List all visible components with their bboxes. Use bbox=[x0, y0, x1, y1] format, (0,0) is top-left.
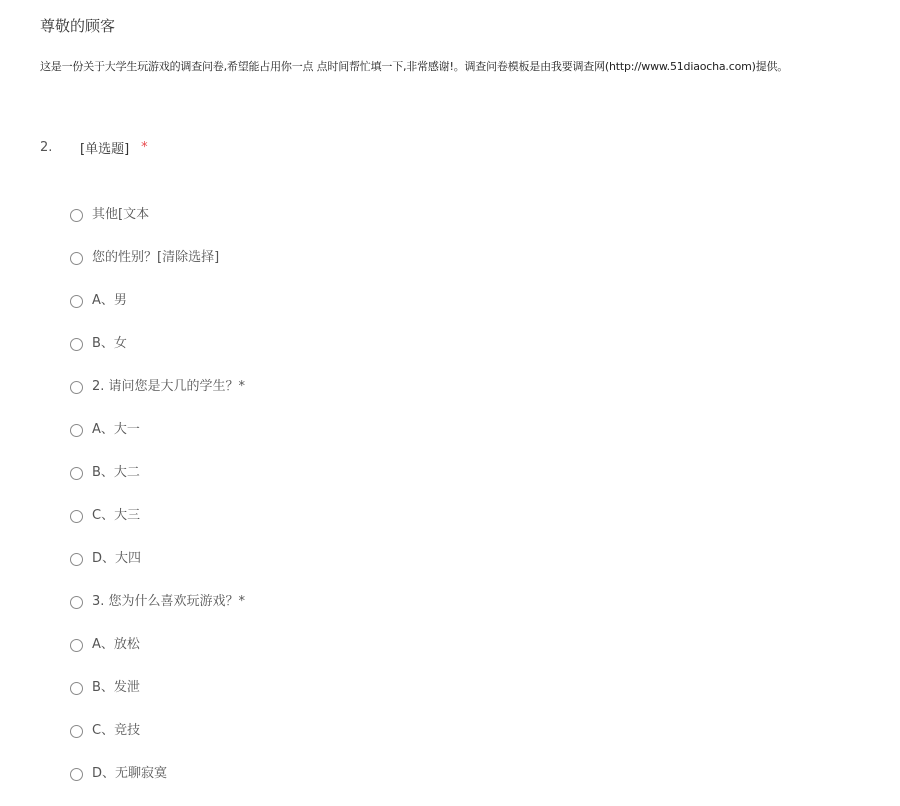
question-type: [单选题] bbox=[80, 141, 130, 157]
radio-option[interactable] bbox=[70, 376, 245, 419]
radio-option-label: 3. 您为什么喜欢玩游戏？* bbox=[92, 594, 246, 609]
radio-option-label: B、发泄 bbox=[92, 680, 140, 695]
page-title: 尊敬的顾客 bbox=[40, 17, 116, 35]
radio-option-label: B、大二 bbox=[92, 465, 140, 480]
radio-option-label: C、竞技 bbox=[92, 723, 141, 738]
radio-option-label: B、女 bbox=[92, 336, 127, 351]
radio-option-label: A、大一 bbox=[92, 422, 140, 437]
question-header bbox=[40, 137, 148, 157]
radio-option[interactable] bbox=[70, 720, 245, 763]
radio-circle-icon[interactable] bbox=[70, 596, 83, 609]
radio-option-label: C、大三 bbox=[92, 508, 141, 523]
radio-option[interactable] bbox=[70, 591, 245, 634]
radio-option[interactable] bbox=[70, 290, 245, 333]
radio-circle-icon[interactable] bbox=[70, 553, 83, 566]
radio-option-label: A、男 bbox=[92, 293, 127, 308]
radio-option-label: 2. 请问您是大几的学生？* bbox=[92, 379, 246, 394]
radio-circle-icon[interactable] bbox=[70, 467, 83, 480]
radio-option[interactable] bbox=[70, 677, 245, 720]
radio-option[interactable] bbox=[70, 333, 245, 376]
radio-option[interactable] bbox=[70, 419, 245, 462]
survey-intro: 这是一份关于大学生玩游戏的调查问卷,希望能占用你一点 点时间帮忙填一下,非常感谢!。调查问卷模板是由我要调查网(http://www.51diaocha.com)提供。 bbox=[40, 60, 789, 73]
radio-option[interactable] bbox=[70, 548, 245, 591]
radio-circle-icon[interactable] bbox=[70, 252, 83, 265]
radio-option[interactable] bbox=[70, 462, 245, 505]
radio-circle-icon[interactable] bbox=[70, 209, 83, 222]
radio-circle-icon[interactable] bbox=[70, 424, 83, 437]
radio-option-label: D、大四 bbox=[92, 551, 142, 566]
required-mark: * bbox=[141, 139, 148, 155]
radio-option[interactable] bbox=[70, 505, 245, 548]
radio-circle-icon[interactable] bbox=[70, 768, 83, 781]
radio-option[interactable] bbox=[70, 634, 245, 677]
radio-option-label: D、无聊寂寞 bbox=[92, 766, 168, 781]
radio-circle-icon[interactable] bbox=[70, 639, 83, 652]
radio-circle-icon[interactable] bbox=[70, 295, 83, 308]
radio-circle-icon[interactable] bbox=[70, 338, 83, 351]
radio-circle-icon[interactable] bbox=[70, 725, 83, 738]
radio-option-label: 其他[文本 bbox=[92, 207, 150, 222]
radio-circle-icon[interactable] bbox=[70, 381, 83, 394]
radio-option-label: A、放松 bbox=[92, 637, 140, 652]
radio-option[interactable] bbox=[70, 204, 245, 247]
question-number: 2. bbox=[40, 139, 53, 155]
radio-option-label: 您的性别？[清除选择] bbox=[92, 250, 220, 265]
radio-circle-icon[interactable] bbox=[70, 682, 83, 695]
radio-circle-icon[interactable] bbox=[70, 510, 83, 523]
option-list bbox=[70, 204, 245, 806]
radio-option[interactable] bbox=[70, 247, 245, 290]
